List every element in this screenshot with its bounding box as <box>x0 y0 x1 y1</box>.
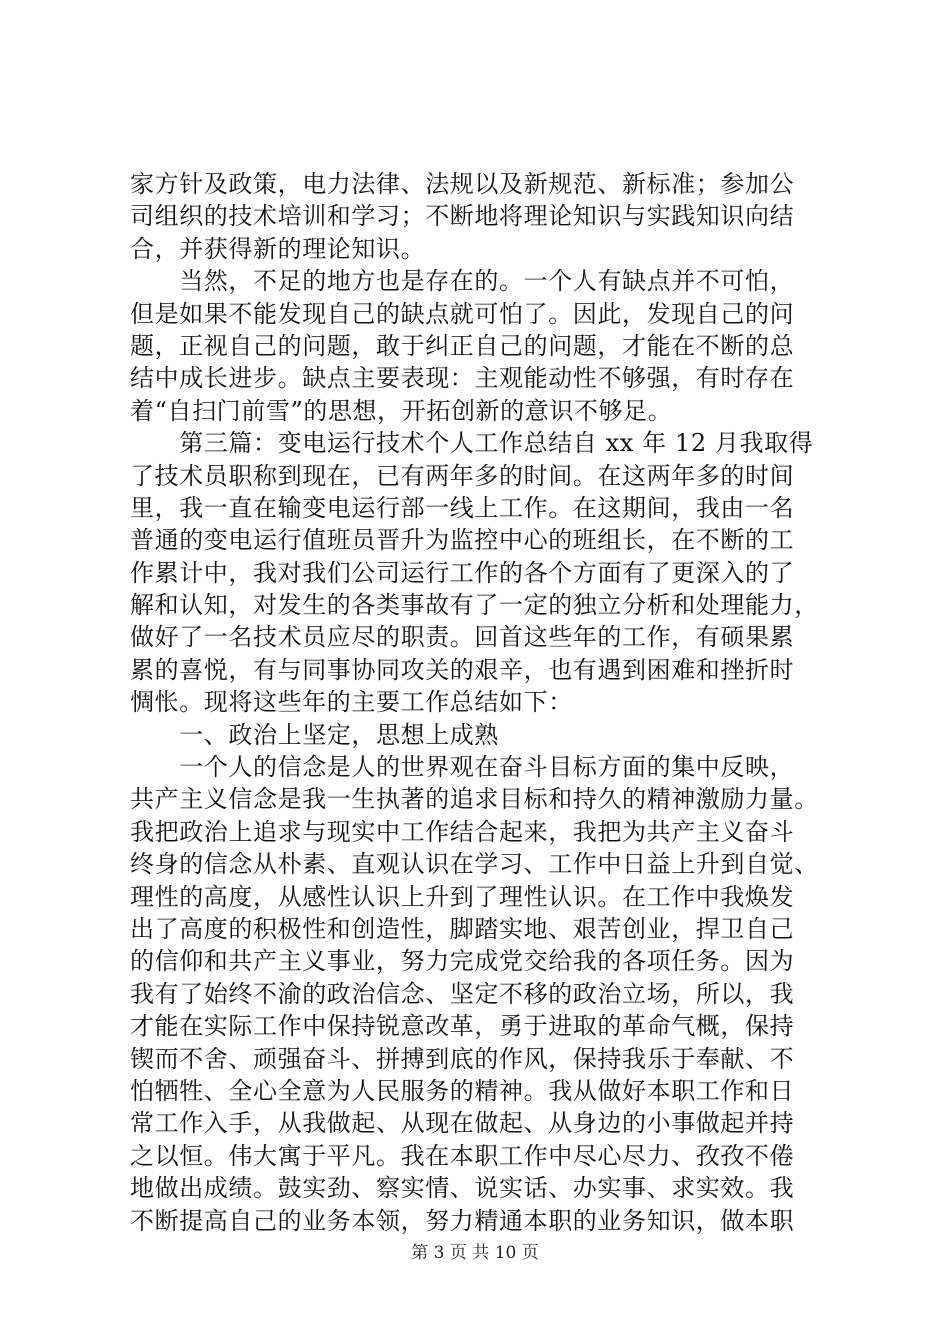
text-line: 一个人的信念是人的世界观在奋斗目标方面的集中反映， <box>130 753 795 782</box>
text-line: 了技术员职称到现在，已有两年多的时间。在这两年多的时间 <box>130 461 795 490</box>
subheading-line: 一、政治上坚定，思想上成熟 <box>130 720 499 749</box>
page-footer <box>0 1238 950 1263</box>
text-line: 作累计中，我对我们公司运行工作的各个方面有了更深入的了 <box>130 558 795 587</box>
text-line: 的信仰和共产主义事业，努力完成党交给我的各项任务。因为 <box>130 947 795 976</box>
text-line: 惆怅。现将这些年的主要工作总结如下： <box>130 688 573 717</box>
text-line: 终身的信念从朴素、直观认识在学习、工作中日益上升到自觉、 <box>130 850 819 879</box>
text-line: 地做出成绩。鼓实劲、察实情、说实话、办实事、求实效。我 <box>130 1174 795 1203</box>
text-line: 解和认知，对发生的各类事故有了一定的独立分析和处理能力， <box>130 591 819 620</box>
text-line: 累的喜悦，有与同事协同攻关的艰辛，也有遇到困难和挫折时 <box>130 655 795 684</box>
text-line: 做好了一名技术员应尽的职责。回首这些年的工作，有硕果累 <box>130 623 795 652</box>
text-line: 我把政治上追求与现实中工作结合起来，我把为共产主义奋斗 <box>130 817 795 846</box>
text-line: 才能在实际工作中保持锐意改革，勇于进取的革命气概，保持 <box>130 1012 795 1041</box>
text-line: 常工作入手，从我做起、从现在做起、从身边的小事做起并持 <box>130 1109 795 1138</box>
section-heading-line: 第三篇：变电运行技术个人工作总结自 xx 年 12 月我取得 <box>130 429 814 458</box>
text-line: 理性的高度，从感性认识上升到了理性认识。在工作中我焕发 <box>130 882 795 911</box>
text-line: 合，并获得新的理论知识。 <box>130 234 426 263</box>
text-line: 里，我一直在输变电运行部一线上工作。在这期间，我由一名 <box>130 493 795 522</box>
text-line: 不断提高自己的业务本领，努力精通本职的业务知识，做本职 <box>130 1206 795 1235</box>
page-number-label: 第 3 页 共 10 页 <box>411 1243 539 1263</box>
text-line: 出了高度的积极性和创造性，脚踏实地、艰苦创业，捍卫自己 <box>130 914 795 943</box>
text-line: 司组织的技术培训和学习；不断地将理论知识与实践知识向结 <box>130 202 795 231</box>
text-line: 家方针及政策，电力法律、法规以及新规范、新标准；参加公 <box>130 170 795 198</box>
document-body <box>130 168 830 1237</box>
text-line: 怕牺牲、全心全意为人民服务的精神。我从做好本职工作和日 <box>130 1076 795 1105</box>
text-line: 题，正视自己的问题，敢于纠正自己的问题，才能在不断的总 <box>130 331 795 360</box>
text-line: 我有了始终不渝的政治信念、坚定不移的政治立场，所以，我 <box>130 979 795 1008</box>
text-line: 着“自扫门前雪”的思想，开拓创新的意识不够足。 <box>130 396 673 425</box>
text-line: 普通的变电运行值班员晋升为监控中心的班组长，在不断的工 <box>130 526 795 555</box>
text-line: 共产主义信念是我一生执著的追求目标和持久的精神激励力量。 <box>130 785 819 814</box>
text-line: 当然，不足的地方也是存在的。一个人有缺点并不可怕， <box>130 267 795 296</box>
text-line: 但是如果不能发现自己的缺点就可怕了。因此，发现自己的问 <box>130 299 795 328</box>
text-line: 结中成长进步。缺点主要表现：主观能动性不够强，有时存在 <box>130 364 795 393</box>
text-line: 之以恒。伟大寓于平凡。我在本职工作中尽心尽力、孜孜不倦 <box>130 1141 795 1170</box>
text-line: 锲而不舍、顽强奋斗、拼搏到底的作风，保持我乐于奉献、不 <box>130 1044 795 1073</box>
